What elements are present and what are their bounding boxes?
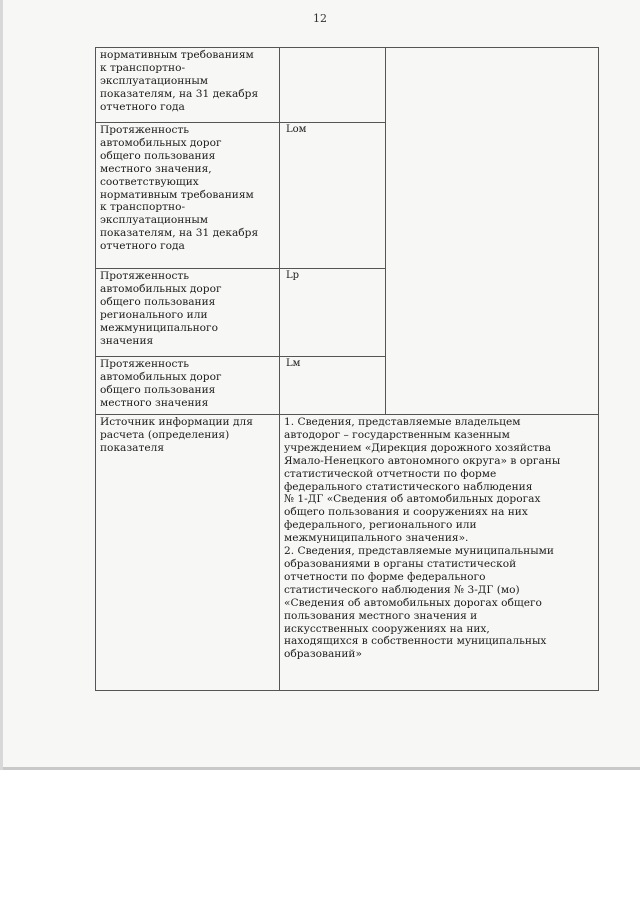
source-text-cell	[280, 415, 599, 691]
indicator-name-cell: Протяженность автомобильных дорог общего пользования местного значения	[96, 357, 280, 415]
scan-edge	[0, 0, 3, 770]
table-row	[96, 415, 599, 691]
source-paragraph-2: 2. Сведения, представляемые муниципальными образованиями в органы статистической отчетности по форме федерального статистического наблюдения № 3-ДГ (мо) «Сведения об автомобильных дорогах общего пользования местного значения и искусственных сооружениях на них, находящихся в собственности муниципальных образований»	[284, 545, 554, 661]
page-number: 12	[313, 12, 327, 25]
indicator-table	[95, 47, 599, 691]
indicator-symbol-cell: Lм	[280, 357, 386, 415]
source-paragraph-1: 1. Сведения, представляемые владельцем автодорог – государственным казенным учреждением «Дирекция дорожного хозяйства Ямало-Ненецкого автономного округа» в органы статистической отчетности по форме федерального статистического наблюдения № 1-ДГ «Сведения об автомобильных дорогах общего пользования и сооружениях на них федерального, регионального или межмуниципального значения».	[284, 416, 561, 545]
indicator-name-cell: нормативным требованиям к транспортно- эксплуатационным показателям, на 31 декабря отчетного года	[96, 48, 280, 123]
blank-merged-cell	[386, 48, 599, 415]
indicator-name-cell: Протяженность автомобильных дорог общего пользования местного значения, соответствующих нормативным требованиям к транспортно- эксплуатационным показателям, на 31 декабря отчетного года	[96, 123, 280, 269]
indicator-symbol-cell: Lом	[280, 123, 386, 269]
source-label-cell: Источник информации для расчета (определения) показателя	[96, 415, 280, 691]
indicator-symbol-cell: Lр	[280, 269, 386, 357]
indicator-symbol-cell	[280, 48, 386, 123]
indicator-name-cell: Протяженность автомобильных дорог общего пользования регионального или межмуниципального значения	[96, 269, 280, 357]
table-row	[96, 48, 599, 123]
